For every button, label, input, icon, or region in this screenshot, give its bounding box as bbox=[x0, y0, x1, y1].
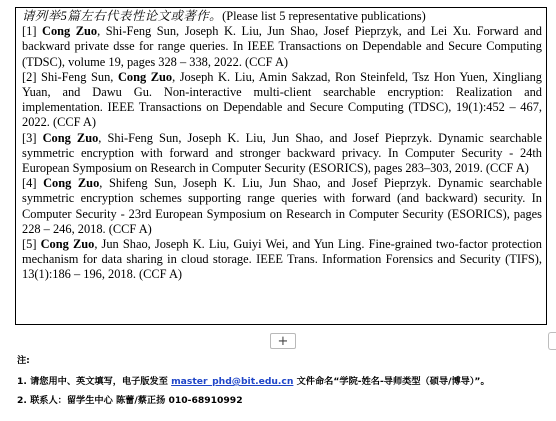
note-line-2: 2. 联系人：留学生中心 陈蕾/蔡正扬 010-68910992 bbox=[17, 395, 243, 406]
publications-box[interactable] bbox=[15, 7, 547, 325]
publication-item-1 bbox=[22, 24, 542, 70]
citation-text: , Jun Shao, Joseph K. Liu, Guiyi Wei, and Yun Ling. Fine-grained two-factor protection mechanism for data sharing in cloud storage. IEEE Trans. Information Forensics and Security (TIFS), 13(1):186 – 196, 2018. (CCF A) bbox=[22, 237, 542, 282]
note-1-suffix: 文件命名“学院-姓名-导师类型（硕导/博导）”。 bbox=[296, 376, 490, 387]
citation-text: , Joseph K. Liu, Amin Sakzad, Ron Steinfeld, Tsz Hon Yuen, Xingliang Yuan, and Dawu Gu. Non-interactive multi-client searchable encryption: Realization and implementation. IEEE Transactions on Dependable and Secure Computing (TDSC), 19(1):452 – 467, 2022. (CCF A) bbox=[22, 69, 543, 130]
citation-text: , Shi-Feng Sun, Joseph K. Liu, Jun Shao, Josef Pieprzyk, and Lei Xu. Forward and backward private dsse for range queries. In IEEE Transactions on Dependable and Secure Computing (TDSC), volume 19, pages 328 – 338, 2022. (CCF A) bbox=[22, 24, 542, 69]
item-number: [5] bbox=[22, 237, 37, 252]
author-highlight: Cong Zuo bbox=[42, 24, 98, 39]
instruction-en: (Please list 5 representative publications) bbox=[222, 9, 426, 23]
note-line-1 bbox=[17, 373, 490, 387]
item-number: [2] bbox=[22, 69, 37, 84]
author-highlight: Cong Zuo bbox=[43, 176, 100, 191]
item-number: [3] bbox=[22, 130, 37, 145]
item-number: [1] bbox=[22, 24, 37, 39]
publication-item-5 bbox=[22, 237, 542, 283]
author-highlight: Cong Zuo bbox=[40, 237, 95, 252]
publication-item-4 bbox=[22, 176, 542, 237]
citation-pre: Shi-Feng Sun, bbox=[41, 69, 118, 84]
publication-item-2 bbox=[22, 70, 542, 131]
citation-text: , Shi-Feng Sun, Joseph K. Liu, Jun Shao, and Josef Pieprzyk. Dynamic searchable symmetric encryption with forward and stronger backward privacy. In Computer Security - 24th European Symposium on Research in Computer Security (ESORICS), pages 283–303, 2019. (CCF A) bbox=[22, 130, 542, 176]
side-panel-handle[interactable] bbox=[548, 332, 556, 350]
author-highlight: Cong Zuo bbox=[117, 69, 173, 84]
notes-heading: 注: bbox=[17, 355, 30, 366]
publications-text bbox=[16, 8, 546, 283]
instruction-cn: 请列举5篇左右代表性论文或著作。 bbox=[22, 9, 223, 23]
add-row-button[interactable]: + bbox=[270, 333, 296, 349]
author-highlight: Cong Zuo bbox=[42, 130, 99, 145]
item-number: [4] bbox=[22, 176, 37, 191]
publication-item-3 bbox=[22, 131, 542, 177]
note-1-prefix: 1. 请您用中、英文填写，电子版发至 bbox=[17, 376, 168, 387]
email-link[interactable]: master_phd@bit.edu.cn bbox=[171, 376, 294, 387]
citation-text: , Shifeng Sun, Joseph K. Liu, Jun Shao, and Josef Pieprzyk. Dynamic searchable symmetric encryption schemes supporting range queries with forward (and backward) security. In Computer Security - 23rd European Symposium on Research in Computer Security (ESORICS), pages 228 – 246, 2018. (CCF A) bbox=[22, 176, 543, 236]
